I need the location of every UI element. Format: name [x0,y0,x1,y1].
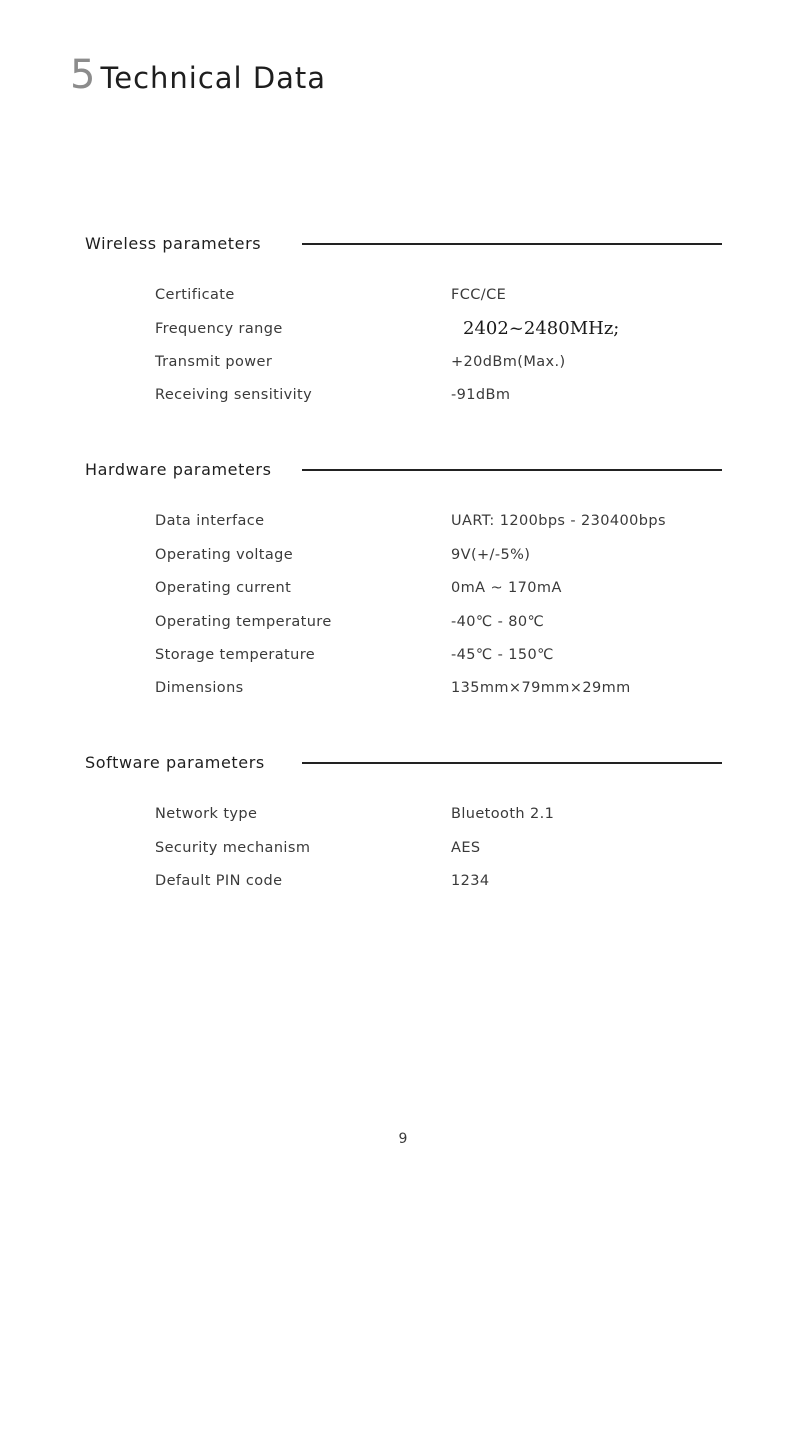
param-value: -40℃ - 80℃ [451,614,545,630]
param-label: Operating current [155,580,292,596]
section-divider [302,762,722,764]
page-title [70,52,326,98]
param-label: Security mechanism [155,840,311,856]
section-title: Software parameters [85,752,265,772]
param-label: Operating temperature [155,614,332,630]
param-row-receiving-sensitivity [155,387,715,411]
param-label: Receiving sensitivity [155,387,313,403]
chapter-number: 5 [70,52,97,98]
param-value: 2402~2480MHz; [463,318,620,339]
param-value: +20dBm(Max.) [451,354,566,370]
param-row-default-pin [155,873,715,897]
param-value: 0mA ~ 170mA [451,580,562,596]
section-title: Hardware parameters [85,459,272,479]
param-value: 1234 [451,873,490,889]
param-row-certificate [155,287,715,311]
page-number: 9 [398,1131,408,1147]
param-label: Storage temperature [155,647,316,663]
param-row-operating-voltage [155,547,715,571]
param-value: Bluetooth 2.1 [451,806,555,822]
param-label: Network type [155,806,258,822]
section-header-wireless [85,231,722,255]
param-label: Default PIN code [155,873,283,889]
section-title: Wireless parameters [85,233,262,253]
param-row-data-interface [155,513,715,537]
param-label: Transmit power [155,354,273,370]
param-row-dimensions [155,680,715,704]
section-divider [302,469,722,471]
param-value: UART: 1200bps - 230400bps [451,513,666,529]
param-row-storage-temperature [155,647,715,671]
param-row-frequency-range [155,318,715,345]
param-label: Operating voltage [155,547,294,563]
param-value: 135mm×79mm×29mm [451,680,631,696]
param-value: -45℃ - 150℃ [451,647,554,663]
param-value: 9V(+/-5%) [451,547,531,563]
section-header-hardware [85,457,722,481]
param-label: Dimensions [155,680,244,696]
param-row-security-mechanism [155,840,715,864]
chapter-title: Technical Data [100,61,327,95]
param-row-operating-temperature [155,614,715,638]
param-row-network-type [155,806,715,830]
section-divider [302,243,722,245]
param-row-transmit-power [155,354,715,378]
param-label: Frequency range [155,321,283,337]
param-value: -91dBm [451,387,511,403]
param-label: Certificate [155,287,235,303]
param-row-operating-current [155,580,715,604]
param-value: FCC/CE [451,287,507,303]
param-value: AES [451,840,481,856]
section-header-software [85,750,722,774]
param-label: Data interface [155,513,265,529]
